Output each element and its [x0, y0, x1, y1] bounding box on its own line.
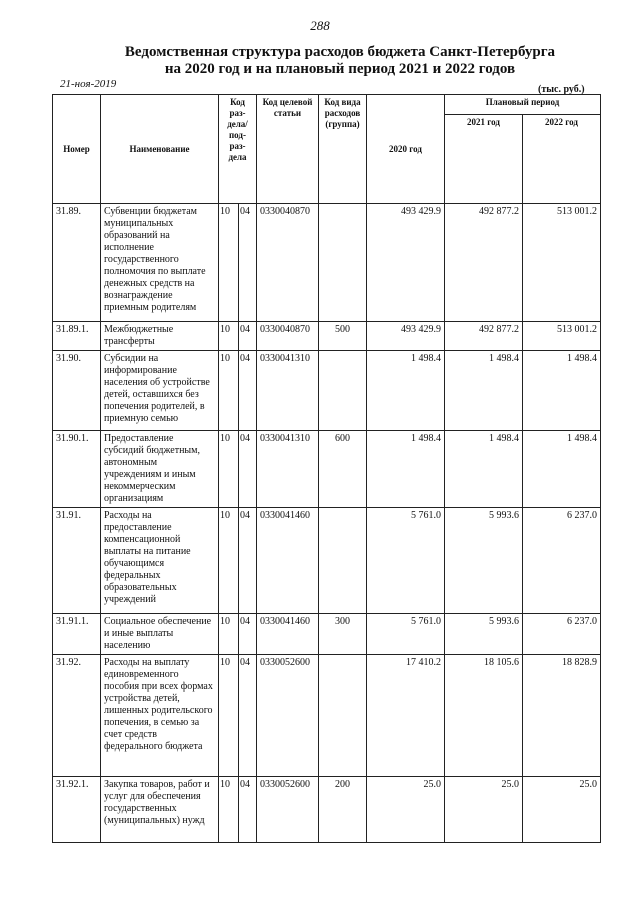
row-value-2021: 1 498.4 — [445, 431, 523, 508]
table-row — [53, 431, 601, 508]
row-value-2022: 6 237.0 — [523, 508, 601, 614]
row-value-2021: 492 877.2 — [445, 322, 523, 351]
row-section: 10 — [219, 431, 239, 508]
table-row — [53, 204, 601, 322]
row-value-2020: 1 498.4 — [367, 431, 445, 508]
header-2020: 2020 год — [367, 95, 445, 204]
row-name: Предоставление субсидий бюджетным, автономным учреждениям и иным некоммерческим организациям — [101, 431, 219, 508]
row-value-2021: 18 105.6 — [445, 655, 523, 777]
row-value-2021: 5 993.6 — [445, 614, 523, 655]
row-value-2021: 5 993.6 — [445, 508, 523, 614]
title-line-1: Ведомственная структура расходов бюджета Санкт-Петербурга — [124, 44, 556, 60]
row-target-code: 0330040870 — [257, 322, 319, 351]
row-target-code: 0330052600 — [257, 655, 319, 777]
title-line-2: на 2020 год и на плановый период 2021 и 2022 годов — [164, 61, 516, 77]
row-target-code: 0330040870 — [257, 204, 319, 322]
row-subsection: 04 — [239, 655, 257, 777]
table-row — [53, 777, 601, 843]
row-expense-type: 500 — [319, 322, 367, 351]
row-value-2022: 6 237.0 — [523, 614, 601, 655]
budget-table — [52, 94, 601, 843]
table-row — [53, 322, 601, 351]
table-row — [53, 614, 601, 655]
header-2021: 2021 год — [445, 115, 523, 204]
row-name: Расходы на предоставление компенсационной выплаты на питание обучающимся федеральных образовательных учреждений — [101, 508, 219, 614]
row-section: 10 — [219, 322, 239, 351]
row-name: Субсидии на информирование населения об устройстве детей, оставшихся без попечения родителей, в приемную семью — [101, 351, 219, 431]
row-section: 10 — [219, 508, 239, 614]
row-value-2021: 1 498.4 — [445, 351, 523, 431]
row-number: 31.91. — [53, 508, 101, 614]
row-value-2020: 493 429.9 — [367, 204, 445, 322]
row-number: 31.90.1. — [53, 431, 101, 508]
row-value-2020: 17 410.2 — [367, 655, 445, 777]
row-expense-type — [319, 204, 367, 322]
row-value-2022: 1 498.4 — [523, 351, 601, 431]
header-section: Код раз-дела/ под-раз-дела — [219, 95, 257, 204]
header-number: Номер — [53, 95, 101, 204]
row-value-2021: 25.0 — [445, 777, 523, 843]
table-row — [53, 351, 601, 431]
row-value-2022: 25.0 — [523, 777, 601, 843]
row-section: 10 — [219, 351, 239, 431]
table-row — [53, 655, 601, 777]
row-section: 10 — [219, 614, 239, 655]
row-expense-type: 200 — [319, 777, 367, 843]
row-name: Межбюджетные трансферты — [101, 322, 219, 351]
row-name: Субвенции бюджетам муниципальных образований на исполнение государственного полномочия по выплате денежных средств на вознаграждение приемным родителям — [101, 204, 219, 322]
row-number: 31.92. — [53, 655, 101, 777]
row-target-code: 0330041310 — [257, 351, 319, 431]
row-number: 31.91.1. — [53, 614, 101, 655]
page-number: 288 — [310, 18, 330, 33]
row-subsection: 04 — [239, 777, 257, 843]
row-subsection: 04 — [239, 431, 257, 508]
row-value-2021: 492 877.2 — [445, 204, 523, 322]
row-name: Расходы на выплату единовременного пособия при всех формах устройства детей, лишенных родительского попечения, в семью за счет средств федерального бюджета — [101, 655, 219, 777]
document-date: 21-ноя-2019 — [60, 78, 117, 90]
row-value-2020: 5 761.0 — [367, 508, 445, 614]
row-section: 10 — [219, 777, 239, 843]
row-target-code: 0330041460 — [257, 614, 319, 655]
document-title — [60, 44, 620, 78]
row-expense-type — [319, 655, 367, 777]
row-expense-type — [319, 508, 367, 614]
row-subsection: 04 — [239, 204, 257, 322]
header-2022: 2022 год — [523, 115, 601, 204]
row-target-code: 0330041460 — [257, 508, 319, 614]
row-target-code: 0330052600 — [257, 777, 319, 843]
row-value-2022: 513 001.2 — [523, 322, 601, 351]
row-number: 31.90. — [53, 351, 101, 431]
row-expense-type: 300 — [319, 614, 367, 655]
row-name: Социальное обеспечение и иные выплаты населению — [101, 614, 219, 655]
header-target: Код целевой статьи — [257, 95, 319, 204]
row-value-2020: 1 498.4 — [367, 351, 445, 431]
row-section: 10 — [219, 655, 239, 777]
row-number: 31.89.1. — [53, 322, 101, 351]
table-row — [53, 508, 601, 614]
row-subsection: 04 — [239, 351, 257, 431]
row-subsection: 04 — [239, 322, 257, 351]
row-number: 31.92.1. — [53, 777, 101, 843]
row-value-2020: 5 761.0 — [367, 614, 445, 655]
row-target-code: 0330041310 — [257, 431, 319, 508]
row-value-2020: 25.0 — [367, 777, 445, 843]
header-planned: Плановый период — [445, 95, 601, 115]
row-subsection: 04 — [239, 508, 257, 614]
row-number: 31.89. — [53, 204, 101, 322]
header-type: Код вида расходов (группа) — [319, 95, 367, 204]
row-value-2020: 493 429.9 — [367, 322, 445, 351]
header-name: Наименование — [101, 95, 219, 204]
row-name: Закупка товаров, работ и услуг для обеспечения государственных (муниципальных) нужд — [101, 777, 219, 843]
units-label: (тыс. руб.) — [538, 84, 585, 95]
row-section: 10 — [219, 204, 239, 322]
row-expense-type — [319, 351, 367, 431]
row-expense-type: 600 — [319, 431, 367, 508]
row-value-2022: 18 828.9 — [523, 655, 601, 777]
row-subsection: 04 — [239, 614, 257, 655]
row-value-2022: 1 498.4 — [523, 431, 601, 508]
row-value-2022: 513 001.2 — [523, 204, 601, 322]
